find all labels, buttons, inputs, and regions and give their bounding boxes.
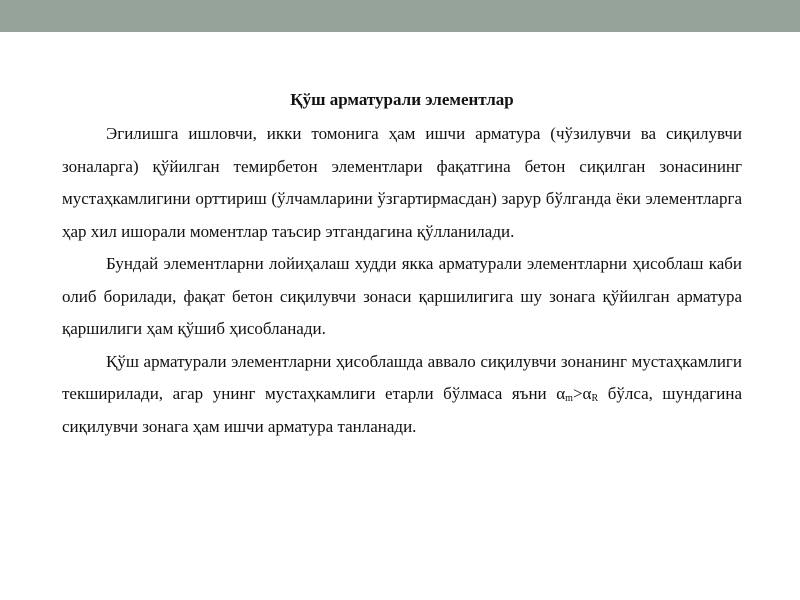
- alpha-R-subscript: R: [591, 393, 599, 404]
- alpha-inequality: [556, 384, 598, 403]
- paragraph-1: Эгилишга ишловчи, икки томонига ҳам ишчи арматура (чўзилувчи ва сиқилувчи зоналарга) қўйилган темирбетон элементлари фақатгина бетон сиқилган зонасининг мустаҳкамлигини орттириш (ўлчамларини ўзгартирмасдан) зарур бўлганда ёки элементларга ҳар хил ишорали моментлар таъсир этгандагина қўлланилади.: [62, 124, 742, 241]
- greater-than-sign: >: [572, 384, 583, 403]
- paragraph-3-text-after: бўлса, шундагина сиқилувчи зонага ҳам ишчи арматура танланади.: [62, 384, 743, 436]
- document-title: Қўш арматурали элементлар: [290, 90, 514, 109]
- paragraph-3: [62, 346, 742, 444]
- document-body: [62, 90, 742, 443]
- top-decorative-bar: [0, 0, 800, 32]
- alpha-R-symbol: α: [582, 384, 592, 403]
- paragraph-2: Бундай элементларни лойиҳалаш худди якка арматурали элементларни ҳисоблаш каби олиб борилади, фақат бетон сиқилувчи зонаси қаршилигига шу зонага қўйилган арматура қаршилиги ҳам қўшиб ҳисобланади.: [62, 254, 742, 338]
- alpha-m-subscript: m: [565, 393, 573, 404]
- alpha-m-symbol: α: [556, 384, 566, 403]
- paragraph-3-text-before: Қўш арматурали элементларни ҳисоблашда аввало сиқилувчи зонанинг мустаҳкамлиги текширилади, агар унинг мустаҳкамлиги етарли бўлмаса яъни: [62, 351, 742, 403]
